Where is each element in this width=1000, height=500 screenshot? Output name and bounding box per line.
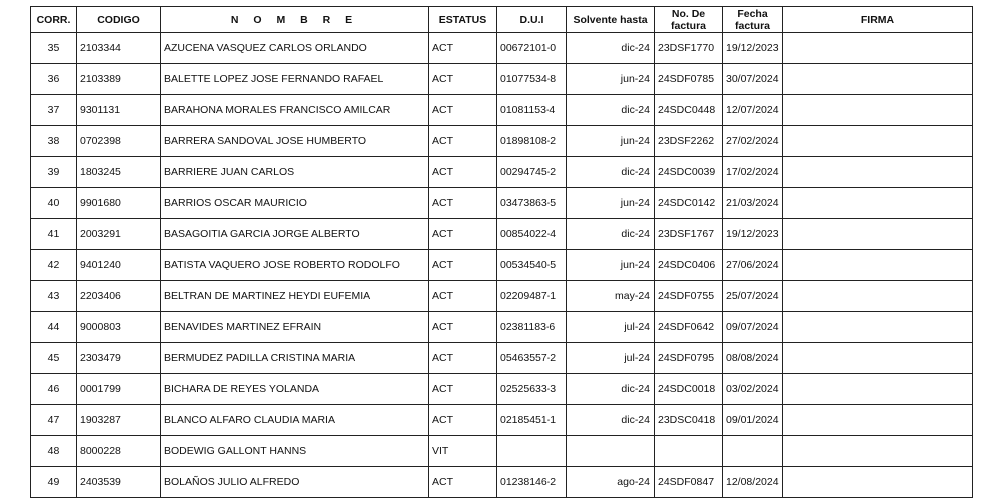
- cell-corr: 48: [31, 436, 77, 467]
- cell-corr: 43: [31, 281, 77, 312]
- table-row: [31, 374, 973, 405]
- cell-factura: 23DSF1767: [655, 219, 723, 250]
- cell-estatus: ACT: [429, 126, 497, 157]
- cell-firma: [783, 219, 973, 250]
- cell-firma: [783, 126, 973, 157]
- cell-firma: [783, 281, 973, 312]
- cell-codigo: 2303479: [77, 343, 161, 374]
- cell-dui: 01238146-2: [497, 467, 567, 498]
- table-row: [31, 219, 973, 250]
- header-dui: D.U.I: [497, 7, 567, 33]
- cell-corr: 40: [31, 188, 77, 219]
- cell-nombre: BARRIERE JUAN CARLOS: [161, 157, 429, 188]
- cell-fecha: 21/03/2024: [723, 188, 783, 219]
- table-row: [31, 157, 973, 188]
- cell-firma: [783, 33, 973, 64]
- cell-fecha: 27/06/2024: [723, 250, 783, 281]
- cell-solvente: [567, 436, 655, 467]
- cell-estatus: ACT: [429, 374, 497, 405]
- cell-factura: 24SDF0795: [655, 343, 723, 374]
- cell-fecha: 17/02/2024: [723, 157, 783, 188]
- cell-nombre: AZUCENA VASQUEZ CARLOS ORLANDO: [161, 33, 429, 64]
- cell-fecha: 27/02/2024: [723, 126, 783, 157]
- cell-codigo: 9901680: [77, 188, 161, 219]
- cell-firma: [783, 343, 973, 374]
- cell-corr: 44: [31, 312, 77, 343]
- cell-dui: 01081153-4: [497, 95, 567, 126]
- header-firma: FIRMA: [783, 7, 973, 33]
- header-factura: [655, 7, 723, 33]
- cell-corr: 38: [31, 126, 77, 157]
- cell-fecha: 03/02/2024: [723, 374, 783, 405]
- cell-firma: [783, 374, 973, 405]
- cell-solvente: dic-24: [567, 219, 655, 250]
- cell-nombre: BARAHONA MORALES FRANCISCO AMILCAR: [161, 95, 429, 126]
- cell-solvente: jul-24: [567, 312, 655, 343]
- cell-factura: 23DSF2262: [655, 126, 723, 157]
- header-factura-line1: No. De: [671, 7, 706, 20]
- cell-codigo: 8000228: [77, 436, 161, 467]
- cell-codigo: 9301131: [77, 95, 161, 126]
- cell-corr: 42: [31, 250, 77, 281]
- cell-codigo: 2003291: [77, 219, 161, 250]
- cell-estatus: ACT: [429, 467, 497, 498]
- cell-solvente: jun-24: [567, 250, 655, 281]
- member-roster-table: [30, 6, 973, 498]
- cell-dui: 02381183-6: [497, 312, 567, 343]
- cell-fecha: 09/07/2024: [723, 312, 783, 343]
- table-row: [31, 467, 973, 498]
- cell-codigo: 2103344: [77, 33, 161, 64]
- cell-codigo: 9000803: [77, 312, 161, 343]
- cell-firma: [783, 95, 973, 126]
- cell-fecha: 30/07/2024: [723, 64, 783, 95]
- cell-factura: 23DSF1770: [655, 33, 723, 64]
- cell-nombre: BATISTA VAQUERO JOSE ROBERTO RODOLFO: [161, 250, 429, 281]
- cell-factura: 23DSC0418: [655, 405, 723, 436]
- cell-corr: 49: [31, 467, 77, 498]
- cell-factura: [655, 436, 723, 467]
- cell-corr: 37: [31, 95, 77, 126]
- cell-codigo: 1803245: [77, 157, 161, 188]
- cell-solvente: jun-24: [567, 188, 655, 219]
- cell-solvente: may-24: [567, 281, 655, 312]
- table-row: [31, 126, 973, 157]
- header-factura-line2: factura: [670, 19, 706, 32]
- cell-dui: 05463557-2: [497, 343, 567, 374]
- cell-corr: 36: [31, 64, 77, 95]
- cell-solvente: jun-24: [567, 64, 655, 95]
- cell-firma: [783, 312, 973, 343]
- header-solvente: Solvente hasta: [567, 7, 655, 33]
- cell-firma: [783, 250, 973, 281]
- cell-estatus: ACT: [429, 157, 497, 188]
- cell-nombre: BARRIOS OSCAR MAURICIO: [161, 188, 429, 219]
- cell-fecha: 08/08/2024: [723, 343, 783, 374]
- header-corr: CORR.: [31, 7, 77, 33]
- table-row: [31, 343, 973, 374]
- cell-solvente: dic-24: [567, 405, 655, 436]
- header-nombre: N O M B R E: [161, 7, 429, 33]
- cell-fecha: 12/07/2024: [723, 95, 783, 126]
- cell-solvente: dic-24: [567, 374, 655, 405]
- table-row: [31, 405, 973, 436]
- cell-estatus: ACT: [429, 281, 497, 312]
- cell-firma: [783, 157, 973, 188]
- cell-fecha: 12/08/2024: [723, 467, 783, 498]
- header-fecha-line1: Fecha: [737, 7, 768, 20]
- header-row: [31, 7, 973, 33]
- cell-corr: 35: [31, 33, 77, 64]
- header-fecha-line2: factura: [734, 19, 770, 32]
- cell-corr: 39: [31, 157, 77, 188]
- cell-fecha: [723, 436, 783, 467]
- cell-estatus: ACT: [429, 64, 497, 95]
- cell-solvente: dic-24: [567, 157, 655, 188]
- cell-dui: 02525633-3: [497, 374, 567, 405]
- cell-nombre: BENAVIDES MARTINEZ EFRAIN: [161, 312, 429, 343]
- cell-firma: [783, 467, 973, 498]
- cell-codigo: 1903287: [77, 405, 161, 436]
- cell-corr: 41: [31, 219, 77, 250]
- cell-factura: 24SDC0406: [655, 250, 723, 281]
- cell-codigo: 0001799: [77, 374, 161, 405]
- cell-fecha: 25/07/2024: [723, 281, 783, 312]
- cell-factura: 24SDC0448: [655, 95, 723, 126]
- cell-solvente: ago-24: [567, 467, 655, 498]
- header-fecha: [723, 7, 783, 33]
- cell-nombre: BASAGOITIA GARCIA JORGE ALBERTO: [161, 219, 429, 250]
- cell-dui: 02209487-1: [497, 281, 567, 312]
- cell-codigo: 2203406: [77, 281, 161, 312]
- cell-nombre: BERMUDEZ PADILLA CRISTINA MARIA: [161, 343, 429, 374]
- table-body: [31, 33, 973, 498]
- cell-estatus: ACT: [429, 219, 497, 250]
- cell-fecha: 19/12/2023: [723, 33, 783, 64]
- cell-codigo: 2403539: [77, 467, 161, 498]
- cell-nombre: BICHARA DE REYES YOLANDA: [161, 374, 429, 405]
- table-row: [31, 281, 973, 312]
- table-row: [31, 250, 973, 281]
- cell-solvente: dic-24: [567, 33, 655, 64]
- cell-estatus: ACT: [429, 33, 497, 64]
- cell-dui: 01898108-2: [497, 126, 567, 157]
- cell-dui: 00294745-2: [497, 157, 567, 188]
- cell-nombre: BLANCO ALFARO CLAUDIA MARIA: [161, 405, 429, 436]
- cell-dui: 00854022-4: [497, 219, 567, 250]
- cell-corr: 45: [31, 343, 77, 374]
- table-row: [31, 33, 973, 64]
- cell-nombre: BELTRAN DE MARTINEZ HEYDI EUFEMIA: [161, 281, 429, 312]
- cell-solvente: jul-24: [567, 343, 655, 374]
- cell-codigo: 0702398: [77, 126, 161, 157]
- cell-dui: [497, 436, 567, 467]
- cell-codigo: 9401240: [77, 250, 161, 281]
- cell-estatus: ACT: [429, 312, 497, 343]
- cell-dui: 00534540-5: [497, 250, 567, 281]
- cell-estatus: ACT: [429, 95, 497, 126]
- cell-nombre: BOLAÑOS JULIO ALFREDO: [161, 467, 429, 498]
- cell-nombre: BARRERA SANDOVAL JOSE HUMBERTO: [161, 126, 429, 157]
- cell-estatus: ACT: [429, 343, 497, 374]
- cell-firma: [783, 64, 973, 95]
- cell-factura: 24SDF0642: [655, 312, 723, 343]
- cell-firma: [783, 405, 973, 436]
- cell-codigo: 2103389: [77, 64, 161, 95]
- cell-factura: 24SDC0039: [655, 157, 723, 188]
- cell-firma: [783, 188, 973, 219]
- cell-dui: 02185451-1: [497, 405, 567, 436]
- table-row: [31, 95, 973, 126]
- cell-solvente: dic-24: [567, 95, 655, 126]
- cell-estatus: ACT: [429, 405, 497, 436]
- cell-fecha: 19/12/2023: [723, 219, 783, 250]
- cell-dui: 03473863-5: [497, 188, 567, 219]
- cell-factura: 24SDC0018: [655, 374, 723, 405]
- cell-dui: 01077534-8: [497, 64, 567, 95]
- cell-factura: 24SDF0755: [655, 281, 723, 312]
- cell-factura: 24SDF0847: [655, 467, 723, 498]
- header-codigo: CODIGO: [77, 7, 161, 33]
- cell-fecha: 09/01/2024: [723, 405, 783, 436]
- table-row: [31, 436, 973, 467]
- cell-dui: 00672101-0: [497, 33, 567, 64]
- cell-solvente: jun-24: [567, 126, 655, 157]
- cell-firma: [783, 436, 973, 467]
- cell-factura: 24SDF0785: [655, 64, 723, 95]
- cell-corr: 46: [31, 374, 77, 405]
- cell-factura: 24SDC0142: [655, 188, 723, 219]
- table-row: [31, 188, 973, 219]
- cell-estatus: ACT: [429, 188, 497, 219]
- cell-nombre: BODEWIG GALLONT HANNS: [161, 436, 429, 467]
- cell-estatus: ACT: [429, 250, 497, 281]
- cell-nombre: BALETTE LOPEZ JOSE FERNANDO RAFAEL: [161, 64, 429, 95]
- cell-estatus: VIT: [429, 436, 497, 467]
- table-row: [31, 64, 973, 95]
- header-estatus: ESTATUS: [429, 7, 497, 33]
- table-row: [31, 312, 973, 343]
- cell-corr: 47: [31, 405, 77, 436]
